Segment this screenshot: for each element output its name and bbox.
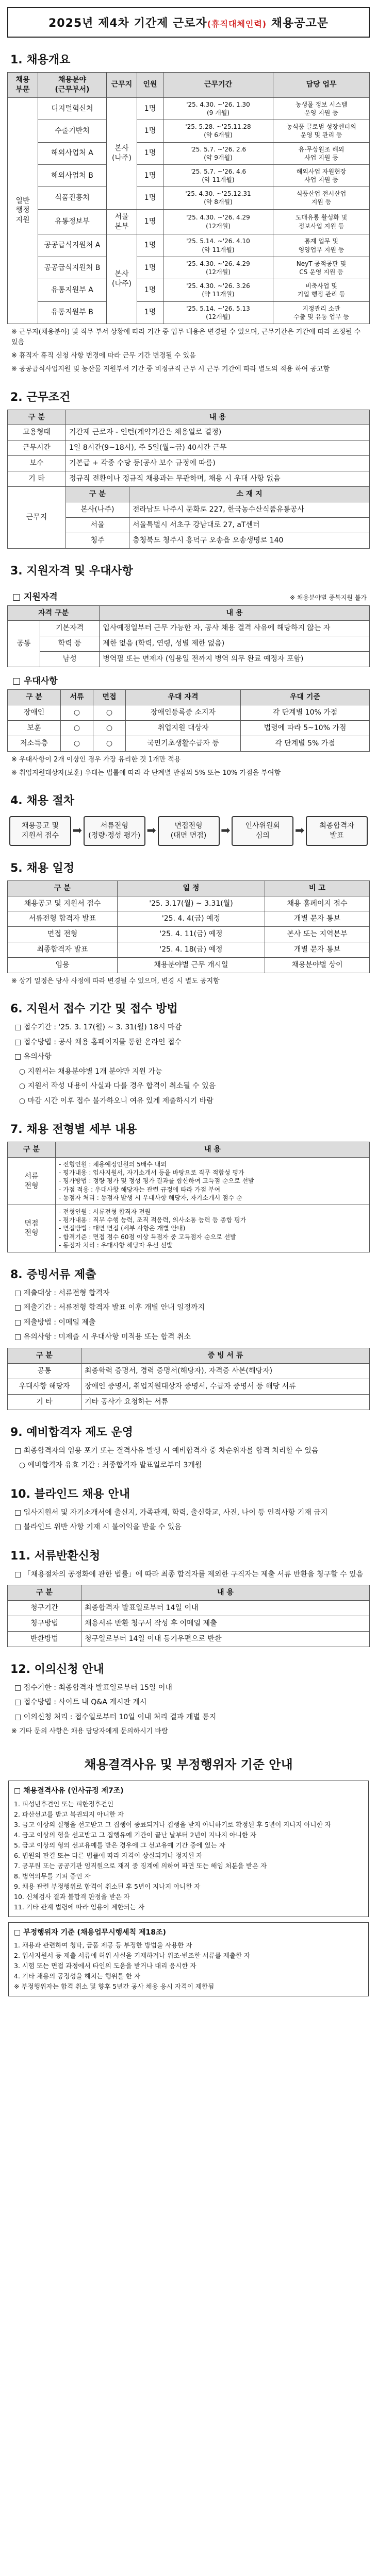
cell: ○: [93, 705, 126, 720]
box-line: 8. 병역의무를 기피 중인 자: [14, 1872, 91, 1880]
cell: 1명: [137, 120, 163, 142]
cell: 도매유통 활성화 및 정보사업 지원 등: [273, 209, 370, 234]
cell: '25. 4. 4(금) 예정: [118, 911, 265, 927]
cell: NeyT 공적공판 및 CS 운영 지원 등: [273, 257, 370, 279]
preference-subheading: □ 우대사항: [12, 676, 58, 687]
cell: 식품산업 전시산업 지원 등: [273, 187, 370, 209]
row-value: 채용서류 반환 청구서 작성 후 이메일 제출: [81, 1616, 370, 1631]
cell: 채용 홈페이지 접수: [265, 896, 370, 911]
reserve-line: ○ 예비합격자 유효 기간 : 최종합격자 발표일로부터 3개월: [14, 1461, 202, 1470]
cell: '25. 4.30. ~'25.12.31 (약 8개월): [163, 187, 273, 209]
cell: 1명: [137, 164, 163, 187]
section-heading-appeal: 12. 이의신청 안내: [10, 1663, 104, 1676]
box-line: 5. 금고 이상의 형의 선고유예를 받은 경우에 그 선고유예 기간 중에 있는 자: [14, 1841, 225, 1849]
row-value: 기타 공사가 요청하는 서류: [81, 1394, 370, 1410]
title-red-note: (휴직대체인력): [207, 19, 267, 29]
row-key: 보수: [8, 456, 66, 471]
cell: 개별 문자 통보: [265, 911, 370, 927]
cell: 농생물 정보 시스템 운영 지원 등: [273, 97, 370, 120]
cell: '25. 4. 11(금) 예정: [118, 927, 265, 942]
table-row: [8, 142, 370, 164]
cell: ○: [61, 736, 93, 751]
documents-line: □ 제출방법 : 이메일 제출: [14, 1318, 96, 1327]
cell: '25. 4.30. ~'26. 1.30 (9 개월): [163, 97, 273, 120]
procedure-step: 최종합격자 발표: [306, 816, 368, 846]
overview-note: ※ 근무지(채용분야) 및 직무 부서 상황에 따라 기간 중 업무 내용은 변경될 수 있으며, 근무기간은 기간에 따라 조정될 수 있음: [11, 328, 361, 347]
screening-line: - 전형인원 : 서류전형 합격자 전원: [59, 1208, 151, 1216]
cell: ○: [61, 720, 93, 736]
row-key: 학력 등: [40, 636, 100, 652]
documents-line: □ 제출대상 : 서류전형 합격자: [14, 1289, 110, 1297]
cell: 1명: [137, 187, 163, 209]
box-line: 1. 채용과 관련하여 청탁, 금품 제공 등 부정한 방법을 사용한 자: [14, 1941, 192, 1949]
cell: 식품진흥처: [38, 187, 107, 209]
screening-line: - 전형인원 : 채용예정인원의 5배수 내외: [59, 1161, 167, 1168]
box-line: 3. 시험 또는 면접 과정에서 타인의 도움을 받거나 대리 응시한 자: [14, 1962, 196, 1970]
col-header: 내 용: [100, 605, 370, 621]
table-row: [8, 97, 370, 120]
cell: 1명: [137, 97, 163, 120]
row-value: 기본급 + 각종 수당 등(공사 보수 규정에 따름): [66, 456, 370, 471]
row-key: 본사(나주): [66, 502, 129, 517]
section-heading-documents: 8. 증빙서류 제출: [10, 1268, 96, 1281]
overview-note: ※ 공공급식사업지원 및 농산물 지원부서 기간 중 비정규직 근무 시 근무 기간에 따라 별도의 적용 하여 공고함: [11, 365, 330, 374]
application-line: ○ 마감 시간 이후 접수 불가하오니 여유 있게 제출하시기 바람: [14, 1096, 214, 1105]
col-header: 근무기간: [163, 73, 273, 98]
cell: 본사 또는 지역본부: [265, 927, 370, 942]
work-conditions-table: [7, 410, 370, 549]
cell: 1명: [137, 209, 163, 234]
screening-table: [7, 1142, 370, 1252]
table-row: [8, 164, 370, 187]
page-title: [7, 7, 370, 38]
row-value: 청구일로부터 14일 이내 등기우편으로 반환: [81, 1631, 370, 1647]
row-key: 근무지: [8, 486, 66, 548]
row-key: 채용공고 및 지원서 접수: [8, 896, 118, 911]
application-line: ○ 지원서는 채용분야별 1개 분야만 지원 가능: [14, 1067, 162, 1076]
documents-table: [7, 1348, 370, 1410]
screening-line: - 평가내용 : 직무 수행 능력, 조직 적응력, 의사소통 능력 등 종합 평가: [59, 1216, 247, 1224]
col-header: 채용분야 (근무부서): [38, 73, 107, 98]
col-header: 일 정: [118, 880, 265, 896]
cell: 채용분야별 상이: [265, 958, 370, 973]
cell: 유·무상원조 해외 사업 지원 등: [273, 142, 370, 164]
col-header: 구 분: [8, 1585, 81, 1601]
box-line: 4. 금고 이상의 형을 선고받고 그 집행유예 기간이 끝난 날부터 2년이 지나지 아니한 자: [14, 1831, 257, 1839]
disqualification-box-title: □ 채용결격사유 (인사규정 제7조): [14, 1787, 124, 1795]
arrow-right-icon: ➡: [294, 824, 305, 838]
qualification-side-note: ※ 채용분야별 중복지원 불가: [289, 594, 367, 601]
qualification-subheading: □ 지원자격: [12, 591, 58, 602]
row-key: 청구방법: [8, 1616, 81, 1631]
cell: 비축사업 및 기업 행정 관리 등: [273, 279, 370, 301]
cell: 해외사업 자원현장 사업 지원 등: [273, 164, 370, 187]
row-value: 전라남도 나주시 문화로 227, 한국농수산식품유통공사: [129, 502, 370, 517]
cell: '25. 5.28. ~'25.11.28 (약 6개월): [163, 120, 273, 142]
section-heading-overview: 1. 채용개요: [10, 54, 71, 66]
arrow-right-icon: ➡: [221, 824, 231, 838]
row-key: 근무시간: [8, 440, 66, 456]
row-value: 병역필 또는 면제자 (임용일 전까지 병역 의무 완료 예정자 포함): [100, 652, 370, 667]
row-key: 기 타: [8, 1394, 81, 1410]
appeal-line: □ 이의신청 처리 : 접수일로부터 10일 이내 처리 결과 개별 통지: [14, 1713, 217, 1721]
cell: 공공급식지원처 A: [38, 234, 107, 257]
col-header: 구 분: [8, 1142, 56, 1158]
schedule-table: [7, 880, 370, 973]
arrow-right-icon: ➡: [146, 824, 156, 838]
procedure-flow: [9, 816, 368, 846]
screening-line: - 평가방법 : 정량 평가 및 정성 평가 결과를 합산하여 고득점 순으로 선발: [59, 1177, 254, 1185]
procedure-step: 서류전형 (정량·정성 평가): [84, 816, 145, 846]
section-heading-return: 11. 서류반환신청: [10, 1549, 101, 1563]
box-line: 10. 신체검사 결과 불합격 판정을 받은 자: [14, 1892, 130, 1901]
cell: 1명: [137, 142, 163, 164]
qualification-table: [7, 605, 370, 668]
row-value: 제한 없음 (학력, 연령, 성별 제한 없음): [100, 636, 370, 652]
row-key: 반환방법: [8, 1631, 81, 1647]
procedure-step: 채용공고 및 지원서 접수: [9, 816, 71, 846]
row-key: 우대사항 해당자: [8, 1379, 81, 1394]
col-header: 소 재 지: [129, 486, 370, 502]
cell: 통계 업무 및 영양업무 지원 등: [273, 234, 370, 257]
overview-note: ※ 휴직자 휴직 신청 사항 변경에 따라 근무 기간 변경될 수 있음: [11, 352, 196, 360]
section-heading-procedure: 4. 채용 절차: [10, 794, 74, 807]
title-tail: 채용공고문: [267, 17, 329, 30]
col-header: 근무지: [107, 73, 137, 98]
cell: 각 단계별 10% 가점: [241, 705, 370, 720]
cell: 일반 행정 지원: [8, 97, 38, 324]
row-key: 청구기간: [8, 1600, 81, 1616]
blind-line: □ 입사지원서 및 자기소개서에 출신지, 가족관계, 학력, 출신학교, 사진, 나이 등 인적사항 기재 금지: [14, 1508, 328, 1517]
box-line: 3. 금고 이상의 실형을 선고받고 그 집행이 종료되거나 집행을 받지 아니하기로 확정된 후 5년이 지나지 아니한 자: [14, 1820, 331, 1828]
box-line: ※ 부정행위자는 합격 취소 및 향후 5년간 공사 채용 응시 자격이 제한됨: [14, 1982, 215, 1990]
row-key: 기 타: [8, 471, 66, 487]
row-key: 보훈: [8, 720, 61, 736]
col-header: 구 분: [66, 486, 129, 502]
cell: '25. 5.14. ~'26. 4.10 (약 11개월): [163, 234, 273, 257]
cell: ○: [61, 705, 93, 720]
row-key: 면접 전형: [8, 927, 118, 942]
cell: '25. 5.7. ~'26. 2.6 (약 9개월): [163, 142, 273, 164]
box-line: 6. 법원의 판결 또는 다른 법률에 따라 자격이 상실되거나 정지된 자: [14, 1851, 203, 1859]
col-header: 인원: [137, 73, 163, 98]
col-header: 내 용: [56, 1142, 370, 1158]
cell: 수출기반처: [38, 120, 107, 142]
section-heading-blind: 10. 블라인드 채용 안내: [10, 1487, 130, 1501]
row-value: 최종합격자 발표일로부터 14일 이내: [81, 1600, 370, 1616]
box-line: 1. 피성년후견인 또는 피한정후견인: [14, 1800, 113, 1808]
col-header: 면접: [93, 690, 126, 705]
cell: 국민기초생활수급자 등: [126, 736, 241, 751]
cell: 개별 문자 통보: [265, 942, 370, 958]
cell: '25. 4.30. ~'26. 3.26 (약 11개월): [163, 279, 273, 301]
section-heading-schedule: 5. 채용 일정: [10, 861, 74, 875]
section-heading-conditions: 2. 근무조건: [10, 391, 71, 404]
section-heading-qualifications: 3. 지원자격 및 우대사항: [10, 564, 133, 578]
row-key: 서울: [66, 517, 129, 533]
row-value: 기간제 근로자 - 인턴(계약기간은 채용일로 결정): [66, 425, 370, 440]
row-key: 장애인: [8, 705, 61, 720]
cell: 1명: [137, 257, 163, 279]
cell: 1명: [137, 301, 163, 324]
table-row: [8, 209, 370, 234]
row-key: 고용형태: [8, 425, 66, 440]
cell: '25. 4.30. ~'26. 4.29 (12개월): [163, 209, 273, 234]
schedule-note: ※ 상기 일정은 당사 사정에 따라 변경될 수 있으며, 변경 시 별도 공지함: [11, 977, 220, 986]
preference-table: [7, 689, 370, 752]
cell: 지정관리 소관 수출 및 유통 업무 등: [273, 301, 370, 324]
cell: 본사 (나주): [107, 234, 137, 324]
screening-line: - 면접방법 : 대면 면접 (세부 사항은 개별 안내): [59, 1225, 186, 1232]
row-key: 기본자격: [40, 621, 100, 636]
cell: 각 단계별 5% 가점: [241, 736, 370, 751]
cell: 유통지원부 A: [38, 279, 107, 301]
row-value: 입사예정일부터 근무 가능한 자, 공사 채용 결격 사유에 해당하지 않는 자: [100, 621, 370, 636]
row-key: 서류전형 합격자 발표: [8, 911, 118, 927]
col-header: 구 분: [8, 410, 66, 425]
col-header: 내 용: [81, 1585, 370, 1601]
col-header: 서류: [61, 690, 93, 705]
cell: 1명: [137, 234, 163, 257]
row-value: 정규직 전환이나 정규직 채용과는 무관하며, 채용 시 우대 사항 없음: [66, 471, 370, 487]
cell: 해외사업처 B: [38, 164, 107, 187]
col-header: 내 용: [66, 410, 370, 425]
row-key: 저소득층: [8, 736, 61, 751]
box-line: 11. 기타 관계 법령에 따라 임용이 제한되는 자: [14, 1903, 144, 1911]
box-line: 9. 채용 관련 부정행위로 합격이 취소된 후 5년이 지나지 아니한 자: [14, 1882, 201, 1890]
col-header: 증 빙 서 류: [81, 1348, 370, 1363]
col-header: 우대 기준: [241, 690, 370, 705]
cell: ○: [93, 720, 126, 736]
section-heading-reserve: 9. 예비합격자 제도 운영: [10, 1426, 133, 1439]
cell: ○: [93, 736, 126, 751]
screening-line: - 동점자 처리 : 우대사항 해당자 우선 선발: [59, 1241, 173, 1249]
row-key: 면접 전형: [8, 1205, 56, 1252]
row-value: 1일 8시간(9~18시), 주 5일(월~금) 40시간 근무: [66, 440, 370, 456]
cell: 디지털혁신처: [38, 97, 107, 120]
table-row: [8, 301, 370, 324]
documents-line: □ 제출기간 : 서류전형 합격자 발표 이후 개별 안내 일정까지: [14, 1303, 205, 1312]
col-header: 자격 구분: [8, 605, 100, 621]
disqualification-title: 채용결격사유 및 부정행위자 기준 안내: [84, 1757, 293, 1772]
cell: '25. 4. 18(금) 예정: [118, 942, 265, 958]
application-line: □ 유의사항: [14, 1053, 52, 1061]
row-key: 청주: [66, 533, 129, 548]
preference-note: ※ 우대사항이 2개 이상인 경우 가장 유리한 것 1개만 적용: [11, 755, 181, 764]
preference-note: ※ 취업지원대상자(보훈) 우대는 법률에 따라 각 단계별 만점의 5% 또는 10% 가점을 부여함: [11, 769, 281, 777]
row-key: 최종합격자 발표: [8, 942, 118, 958]
table-row: [8, 257, 370, 279]
cell: 해외사업처 A: [38, 142, 107, 164]
section-heading-screening: 7. 채용 전형별 세부 내용: [10, 1123, 137, 1137]
col-header: 구 분: [8, 1348, 81, 1363]
row-key: 임용: [8, 958, 118, 973]
appeal-line: □ 접수기한 : 최종합격자 발표일로부터 15일 이내: [14, 1683, 172, 1692]
row-key: 공통: [8, 1363, 81, 1379]
table-row: [8, 187, 370, 209]
reserve-line: □ 최종합격자의 임용 포기 또는 결격사유 발생 시 예비합격자 중 차순위자를 합격 처리할 수 있음: [14, 1446, 319, 1455]
announcement-page: [7, 7, 370, 2576]
row-value: 서울특별시 서초구 강남대로 27, aT센터: [129, 517, 370, 533]
row-key: 남성: [40, 652, 100, 667]
application-line: □ 접수기간 : '25. 3. 17(월) ~ 3. 31(월) 18시 마감: [14, 1023, 182, 1032]
return-line: □ 「채용절차의 공정화에 관한 법률」에 따라 최종 합격자를 제외한 구직자는 제출 서류 반환을 청구할 수 있음: [14, 1570, 363, 1579]
cell: 서울 본부: [107, 209, 137, 234]
box-line: 4. 기타 채용의 공정성을 해치는 행위를 한 자: [14, 1972, 141, 1980]
col-header: 담당 업무: [273, 73, 370, 98]
cell: '25. 5.14. ~'26. 5.13 (12개월): [163, 301, 273, 324]
application-line: □ 접수방법 : 공사 채용 홈페이지를 통한 온라인 접수: [14, 1038, 182, 1046]
procedure-step: 인사위원회 심의: [232, 816, 293, 846]
cell: 유통지원부 B: [38, 301, 107, 324]
screening-line: - 평가내용 : 입사지원서, 자기소개서 등을 바탕으로 직무 적합성 평가: [59, 1169, 244, 1177]
procedure-step: 면접전형 (대면 면접): [158, 816, 220, 846]
return-table: [7, 1585, 370, 1647]
table-row: [8, 120, 370, 142]
misconduct-box: [8, 1922, 369, 1996]
row-value: 충청북도 청주시 흥덕구 오송읍 오송생명로 140: [129, 533, 370, 548]
cell: 취업지원 대상자: [126, 720, 241, 736]
misconduct-box-title: □ 부정행위자 기준 (채용업무시행세칙 제18조): [14, 1928, 166, 1937]
blind-line: □ 블라인드 위반 사항 기재 시 불이익을 받을 수 있음: [14, 1523, 182, 1532]
row-value: 장애인 증명서, 취업지원대상자 증명서, 수급자 증명서 등 해당 서류: [81, 1379, 370, 1394]
cell: 농식품 글로벌 성장센터의 운영 및 관리 등: [273, 120, 370, 142]
application-line: ○ 지원서 작성 내용이 사실과 다를 경우 합격이 취소될 수 있음: [14, 1082, 216, 1091]
box-line: 2. 파산선고를 받고 복권되지 아니한 자: [14, 1810, 124, 1818]
table-row: [8, 234, 370, 257]
arrow-right-icon: ➡: [72, 824, 83, 838]
section-heading-application: 6. 지원서 접수 기간 및 접수 방법: [10, 1003, 178, 1016]
box-line: 7. 공무원 또는 공공기관 임직원으로 재직 중 징계에 의하여 파면 또는 해임 처분을 받은 자: [14, 1861, 267, 1870]
recruit-overview-table: [7, 72, 370, 324]
cell: 1명: [137, 279, 163, 301]
cell: 채용분야별 근무 개시일: [118, 958, 265, 973]
cell: '25. 3.17(월) ~ 3.31(월): [118, 896, 265, 911]
cell: 유통정보부: [38, 209, 107, 234]
col-header: 구 분: [8, 880, 118, 896]
disqualification-box: [8, 1781, 369, 1917]
col-header: 채용 부문: [8, 73, 38, 98]
col-header: 비 고: [265, 880, 370, 896]
cell: 법령에 따라 5~10% 가점: [241, 720, 370, 736]
cell: '25. 4.30. ~'26. 4.29 (12개월): [163, 257, 273, 279]
cell: 공공급식지원처 B: [38, 257, 107, 279]
cell: 본사 (나주): [107, 97, 137, 209]
appeal-line: □ 접수방법 : 사이트 내 Q&A 게시판 게시: [14, 1698, 147, 1707]
row-key: 서류 전형: [8, 1158, 56, 1205]
table-row: [8, 279, 370, 301]
documents-line: □ 유의사항 : 미제출 시 우대사항 미적용 또는 합격 취소: [14, 1333, 191, 1342]
col-header: 우대 자격: [126, 690, 241, 705]
col-header: 구 분: [8, 690, 61, 705]
screening-line: - 동점자 처리 : 동점자 발생 시 우대사항 해당자, 자기소개서 점수 순: [59, 1194, 242, 1201]
cell: '25. 5.7. ~'26. 4.6 (약 11개월): [163, 164, 273, 187]
screening-line: - 가점 적용 : 우대사항 해당자는 관련 규정에 따라 가점 부여: [59, 1185, 221, 1193]
appeal-note: ※ 기타 문의 사항은 채용 담당자에게 문의하시기 바람: [11, 1727, 168, 1736]
screening-line: - 합격기준 : 면접 점수 60점 이상 득점자 중 고득점자 순으로 선발: [59, 1233, 236, 1241]
title-main: 2025년 제4차 기간제 근로자: [48, 17, 207, 30]
row-value: 최종학력 증명서, 경력 증명서(해당자), 자격증 사본(해당자): [81, 1363, 370, 1379]
box-line: 2. 입사지원서 등 제출 서류에 허위 사실을 기재하거나 위조·변조한 서류를 제출한 자: [14, 1952, 251, 1959]
row-group: 공통: [8, 621, 40, 667]
cell: 장애인등록증 소지자: [126, 705, 241, 720]
